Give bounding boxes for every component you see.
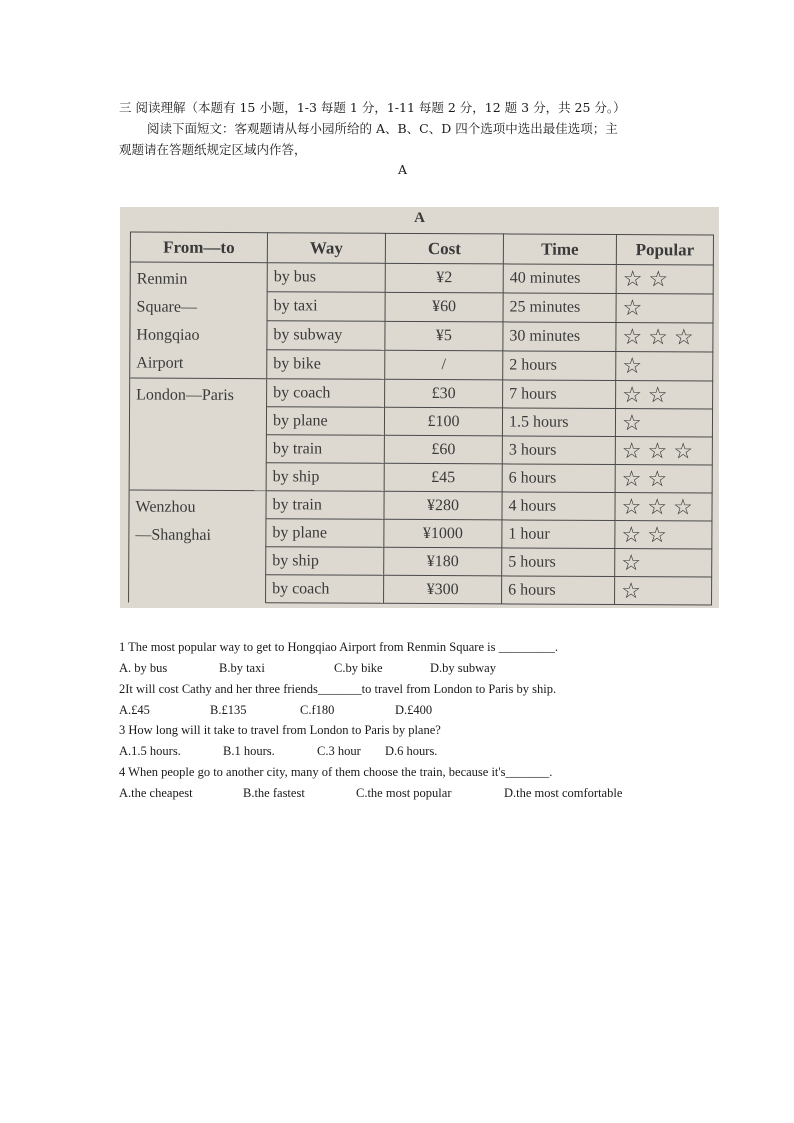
time-cell: 7 hours — [503, 380, 616, 409]
col-header: Cost — [385, 233, 503, 264]
col-header: Way — [267, 233, 385, 264]
question-stem: 3 How long will it take to travel from London to Paris by plane? — [119, 723, 441, 737]
route-line: London—Paris — [136, 386, 234, 405]
cost-cell: £60 — [384, 435, 502, 464]
cost-cell: / — [385, 350, 503, 380]
cost-cell: ¥60 — [385, 292, 503, 322]
question-options — [119, 786, 622, 801]
popular-stars: ☆☆☆ — [615, 493, 712, 522]
popular-stars: ☆☆ — [616, 265, 713, 295]
route-line: —Shanghai — [135, 526, 211, 544]
route-cell — [129, 490, 267, 603]
cost-cell: ¥1000 — [384, 519, 502, 548]
option: A.1.5 hours. — [119, 744, 181, 758]
cost-cell: ¥300 — [384, 575, 502, 604]
cost-cell: ¥180 — [384, 547, 502, 576]
popular-stars: ☆ — [616, 294, 713, 324]
table-row — [130, 378, 713, 409]
question-options — [119, 703, 432, 718]
route-line: Square— — [136, 298, 198, 316]
time-cell: 5 hours — [502, 548, 615, 577]
popular-stars: ☆☆ — [615, 465, 712, 494]
time-cell: 1 hour — [502, 520, 615, 549]
popular-stars: ☆☆ — [615, 521, 712, 550]
instruction-line-2: 观题请在答题纸规定区域内作答， — [119, 142, 307, 157]
route-cell — [129, 378, 267, 491]
question-stem: 1 The most popular way to get to Hongqiao Airport from Renmin Square is _________. — [119, 640, 558, 654]
question-options — [119, 661, 496, 676]
option: B.by taxi — [219, 661, 265, 675]
time-cell: 25 minutes — [503, 293, 616, 323]
route-line: Wenzhou — [135, 498, 196, 516]
cost-cell: ¥280 — [384, 491, 502, 520]
question-stem: 4 When people go to another city, many of them choose the train, because it's_______. — [119, 765, 553, 779]
popular-stars: ☆☆☆ — [616, 323, 713, 353]
way-cell: by subway — [267, 321, 385, 351]
cost-cell: ¥5 — [385, 321, 503, 351]
route-cell — [130, 262, 268, 379]
question-stem: 2It will cost Cathy and her three friends_______to travel from London to Paris by ship. — [119, 682, 557, 696]
way-cell: by coach — [267, 379, 385, 408]
option: A.£45 — [119, 703, 150, 717]
route-line: Hongqiao — [136, 326, 200, 344]
way-cell: by plane — [266, 519, 384, 548]
option: D.£400 — [395, 703, 433, 717]
way-cell: by coach — [266, 575, 384, 604]
time-cell: 3 hours — [502, 436, 615, 465]
instruction-line-1: 阅读下面短文：客观题请从每小园所给的 A、B、C、D 四个选项中选出最佳选项；主 — [147, 121, 618, 136]
option: B.the fastest — [243, 786, 305, 800]
popular-stars: ☆ — [616, 352, 713, 382]
cost-cell: £100 — [384, 407, 502, 436]
table-row — [130, 262, 713, 294]
col-header: Popular — [616, 235, 713, 266]
way-cell: by train — [266, 435, 384, 464]
way-cell: by train — [266, 491, 384, 520]
time-cell: 40 minutes — [503, 264, 616, 294]
travel-table — [128, 231, 714, 605]
option: D.the most comfortable — [504, 786, 623, 800]
passage-label: A — [398, 162, 408, 177]
popular-stars: ☆ — [615, 409, 712, 438]
way-cell: by ship — [266, 547, 384, 576]
option: D.by subway — [430, 661, 496, 675]
col-header: From—to — [130, 232, 267, 263]
table-header-row — [130, 232, 713, 265]
photo-label: A — [414, 210, 425, 226]
way-cell: by bike — [267, 350, 385, 380]
option: C.3 hour — [317, 744, 361, 758]
popular-stars: ☆☆ — [616, 381, 713, 410]
way-cell: by bus — [267, 263, 385, 293]
timetable-photo — [120, 207, 719, 608]
option: A.the cheapest — [119, 786, 193, 800]
question-options — [119, 744, 437, 759]
time-cell: 30 minutes — [503, 322, 616, 352]
option: D.6 hours. — [385, 744, 438, 758]
table-body — [129, 262, 714, 605]
cost-cell: £45 — [384, 463, 502, 492]
route-line: Airport — [136, 354, 184, 372]
section-title: 三 阅读理解（本题有 15 小题，1-3 每题 1 分，1-11 每题 2 分，12 题 3 分，共 25 分。） — [119, 100, 626, 115]
popular-stars: ☆ — [615, 549, 712, 578]
cost-cell: £30 — [385, 379, 503, 408]
option: B.£135 — [210, 703, 247, 717]
way-cell: by ship — [266, 463, 384, 492]
route-line: Renmin — [136, 270, 188, 288]
cost-cell: ¥2 — [385, 263, 503, 293]
time-cell: 1.5 hours — [502, 408, 615, 437]
option: C.the most popular — [356, 786, 452, 800]
option: B.1 hours. — [223, 744, 275, 758]
table-row — [129, 490, 712, 521]
option: C.f180 — [300, 703, 335, 717]
time-cell: 4 hours — [502, 492, 615, 521]
time-cell: 2 hours — [503, 351, 616, 381]
way-cell: by taxi — [267, 292, 385, 322]
option: A. by bus — [119, 661, 168, 675]
way-cell: by plane — [266, 407, 384, 436]
popular-stars: ☆ — [615, 577, 712, 606]
option: C.by bike — [334, 661, 383, 675]
popular-stars: ☆☆☆ — [615, 437, 712, 466]
col-header: Time — [503, 234, 616, 265]
time-cell: 6 hours — [502, 464, 615, 493]
time-cell: 6 hours — [502, 576, 615, 605]
